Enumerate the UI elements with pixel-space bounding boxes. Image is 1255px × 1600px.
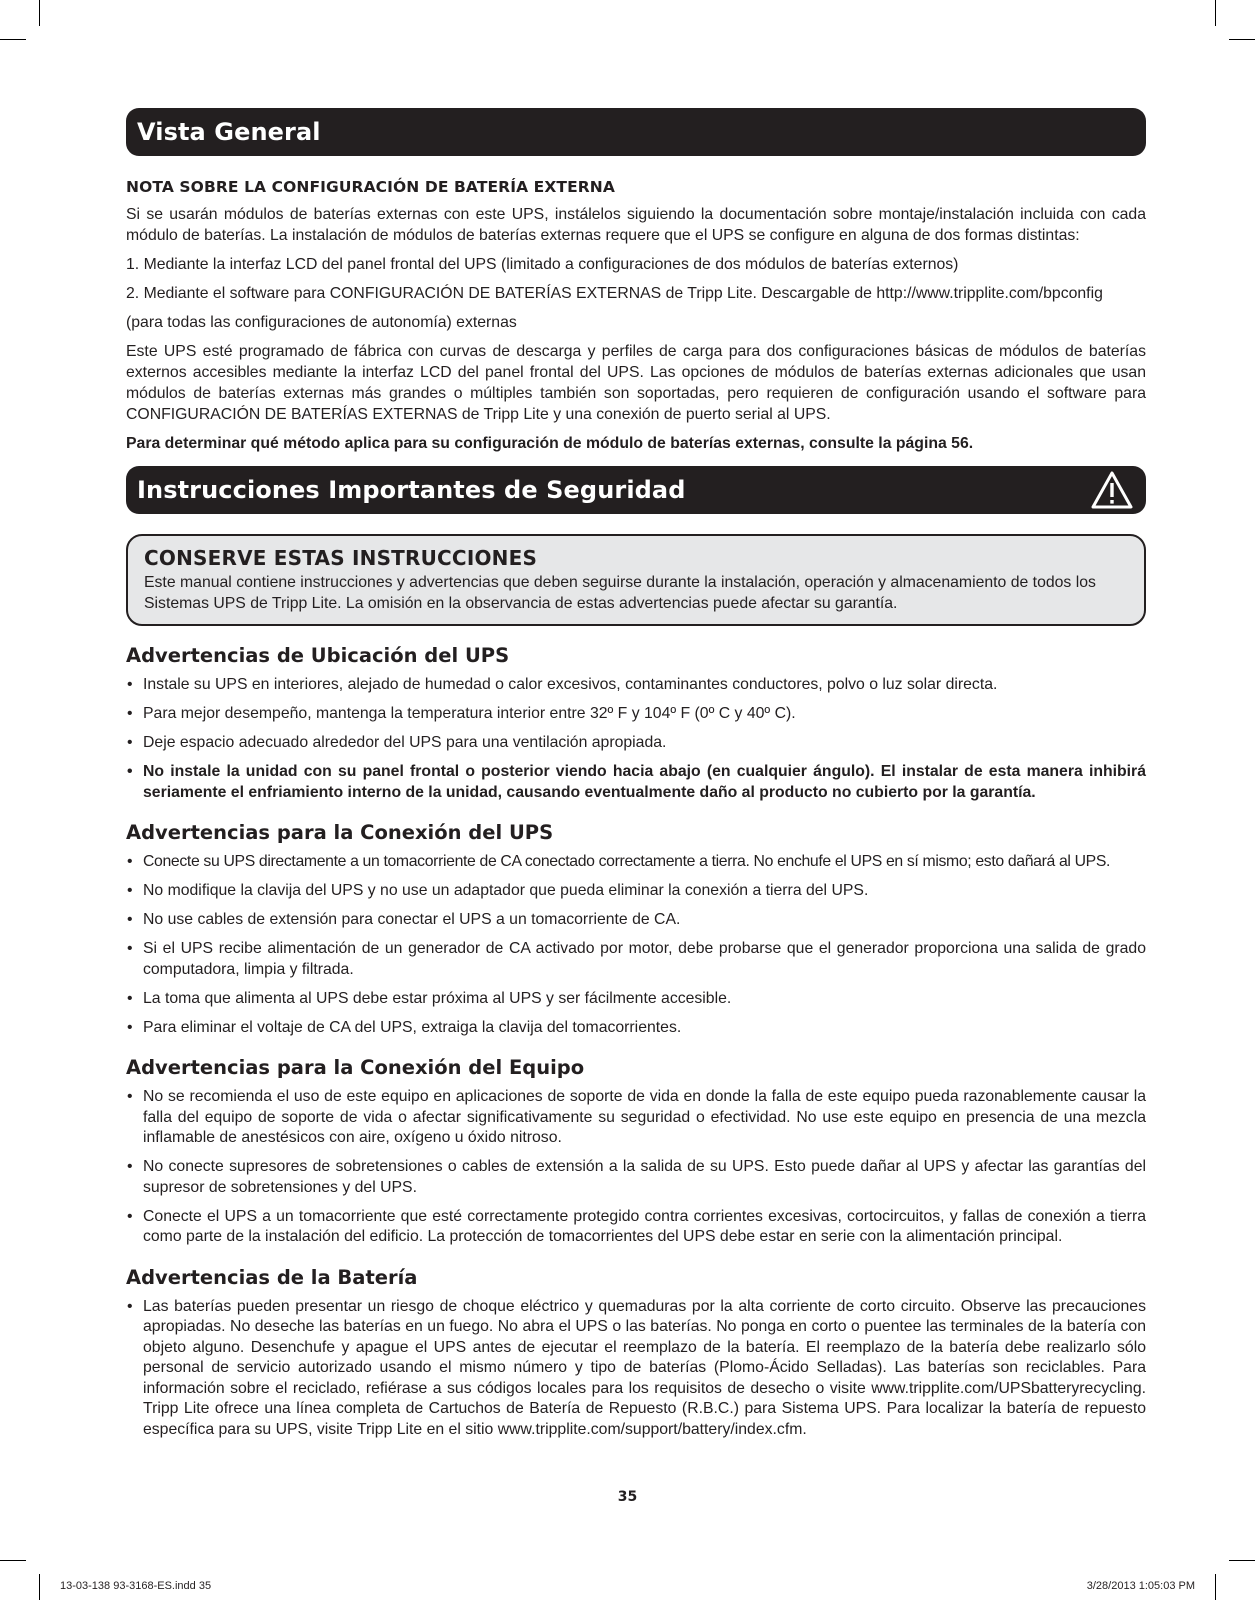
crop-mark	[1215, 1574, 1216, 1600]
list-item: • Conecte el UPS a un tomacorriente que esté correctamente protegido contra corrientes excesivas, cortocircuitos, y fallas de conexión a tierra como parte de la instalación del edificio. La protección de tomacorrientes del UPS debe estar en serie con la alimentación principal.	[126, 1207, 1146, 1248]
list-item: • No conecte supresores de sobretensiones o cables de extensión a la salida de su UPS. Esto puede dañar al UPS y afectar las garantías del supresor de sobretensiones y del UPS.	[126, 1157, 1146, 1198]
list-item: • Instale su UPS en interiores, alejado de humedad o calor excesivos, contaminantes conductores, polvo o luz solar directa.	[126, 675, 1146, 696]
list-conexion-ups	[126, 852, 1146, 1038]
slug-date: 3/28/2013 1:05:03 PM	[1086, 1580, 1195, 1592]
conserve-title: CONSERVE ESTAS INSTRUCCIONES	[144, 546, 538, 570]
list-item: • Para mejor desempeño, mantenga la temperatura interior entre 32º F y 104º F (0º C y 40º C).	[126, 704, 1146, 725]
crop-mark	[39, 1574, 40, 1600]
warning-triangle-icon	[1090, 470, 1134, 510]
list-item: • Deje espacio adecuado alrededor del UPS para una ventilación apropiada.	[126, 733, 1146, 754]
list-item: • La toma que alimenta al UPS debe estar próxima al UPS y ser fácilmente accesible.	[126, 989, 1146, 1010]
slug-file-info: 13-03-138 93-3168-ES.indd 35	[60, 1580, 212, 1592]
paragraph: 1. Mediante la interfaz LCD del panel frontal del UPS (limitado a configuraciones de dos módulos de baterías externos)	[126, 256, 959, 273]
list-item: • No modifique la clavija del UPS y no use un adaptador que pueda eliminar la conexión a tierra del UPS.	[126, 881, 1146, 902]
section-bar-seguridad	[126, 466, 1146, 514]
conserve-box	[126, 534, 1146, 626]
section-title: Instrucciones Importantes de Seguridad	[137, 476, 686, 504]
section-title: Vista General	[137, 118, 321, 146]
crop-mark	[0, 1560, 26, 1561]
list-item-bold: • No instale la unidad con su panel frontal o posterior viendo hacia abajo (en cualquier ángulo). El instalar de esta manera inhibirá seriamente el enfriamiento interno de la unidad, causando eventualmente daño al producto no cubierto por la garantía.	[126, 762, 1146, 803]
paragraph: 2. Mediante el software para CONFIGURACIÓN DE BATERÍAS EXTERNAS de Tripp Lite. Descargable de http://www.tripplite.com/bpconfig	[126, 285, 1103, 302]
crop-mark	[0, 39, 26, 40]
list-item: • Si el UPS recibe alimentación de un generador de CA activado por motor, debe probarse que el generador proporciona una salida de grado computadora, limpia y filtrada.	[126, 939, 1146, 980]
paragraph-bold: Para determinar qué método aplica para su configuración de módulo de baterías externas, consulte la página 56.	[126, 435, 974, 452]
subheading-conexion-equipo: Advertencias para la Conexión del Equipo	[126, 1056, 585, 1079]
subheading-conexion-ups: Advertencias para la Conexión del UPS	[126, 821, 554, 844]
crop-mark	[1229, 1560, 1255, 1561]
crop-mark	[1215, 0, 1216, 26]
list-item: • Para eliminar el voltaje de CA del UPS, extraiga la clavija del tomacorrientes.	[126, 1018, 1146, 1039]
subheading-bateria: Advertencias de la Batería	[126, 1265, 418, 1289]
paragraph: (para todas las configuraciones de autonomía) externas	[126, 314, 517, 331]
list-item: • No se recomienda el uso de este equipo en aplicaciones de soporte de vida en donde la falla de este equipo pueda razonablemente causar la falla del equipo de soporte de vida o afectar significativamente su seguridad o efectividad. No use este equipo en presencia de una mezcla inflamable de anestésicos con aire, oxígeno u óxido nitroso.	[126, 1087, 1146, 1149]
crop-mark	[1229, 39, 1255, 40]
subheading-ubicacion: Advertencias de Ubicación del UPS	[126, 644, 510, 667]
list-item: • Conecte su UPS directamente a un tomacorriente de CA conectado correctamente a tierra. No enchufe el UPS en sí mismo; esto dañará al UPS.	[126, 852, 1146, 873]
paragraph: Este UPS esté programado de fábrica con curvas de descarga y perfiles de carga para dos configuraciones básicas de módulos de baterías externos accesibles mediante la interfaz LCD del panel frontal del UPS. Las opciones de módulos de baterías externas adicionales que usan módulos de baterías externas más grandes o múltiples también son soportadas, pero requieren de configuración usando el software para CONFIGURACIÓN DE BATERÍAS EXTERNAS de Tripp Lite y una conexión de puerto serial al UPS.	[126, 343, 1146, 423]
section-bar-vista-general	[126, 108, 1146, 156]
paragraph: Si se usarán módulos de baterías externas con este UPS, instálelos siguiendo la documentación sobre montaje/instalación incluida con cada módulo de baterías. La instalación de módulos de baterías externas requere que el UPS se configure en alguna de dos formas distintas:	[126, 206, 1146, 244]
list-ubicacion	[126, 675, 1146, 803]
list-conexion-equipo	[126, 1087, 1146, 1248]
note-heading: NOTA SOBRE LA CONFIGURACIÓN DE BATERÍA EXTERNA	[126, 178, 615, 196]
crop-mark	[39, 0, 40, 26]
page-number: 35	[617, 1489, 638, 1505]
page-content	[126, 108, 1146, 1449]
conserve-text: Este manual contiene instrucciones y advertencias que deben seguirse durante la instalación, operación y almacenamiento de todos los Sistemas UPS de Tripp Lite. La omisión en la observancia de estas advertencias puede afectar su garantía.	[144, 574, 1096, 612]
list-bateria	[126, 1297, 1146, 1441]
list-item: • Las baterías pueden presentar un riesgo de choque eléctrico y quemaduras por la alta corriente de corto circuito. Observe las precauciones apropiadas. No deseche las baterías en un fuego. No abra el UPS o las baterías. No ponga en corto o puentee las terminales de la batería con objeto alguno. Desenchufe y apague el UPS antes de ejecutar el reemplazo de la batería. El reemplazo de la batería debe realizarlo sólo personal de servicio autorizado usando el mismo número y tipo de baterías (Plomo-Ácido Selladas). Las baterías son reciclables. Para información sobre el reciclado, refiérase a sus códigos locales para los requisitos de desecho o visite www.tripplite.com/UPSbatteryrecycling. Tripp Lite ofrece una línea completa de Cartuchos de Batería de Repuesto (R.B.C.) para Sistema UPS. Para localizar la batería de repuesto específica para su UPS, visite Tripp Lite en el sitio www.tripplite.com/support/battery/index.cfm.	[126, 1297, 1146, 1441]
list-item: • No use cables de extensión para conectar el UPS a un tomacorriente de CA.	[126, 910, 1146, 931]
